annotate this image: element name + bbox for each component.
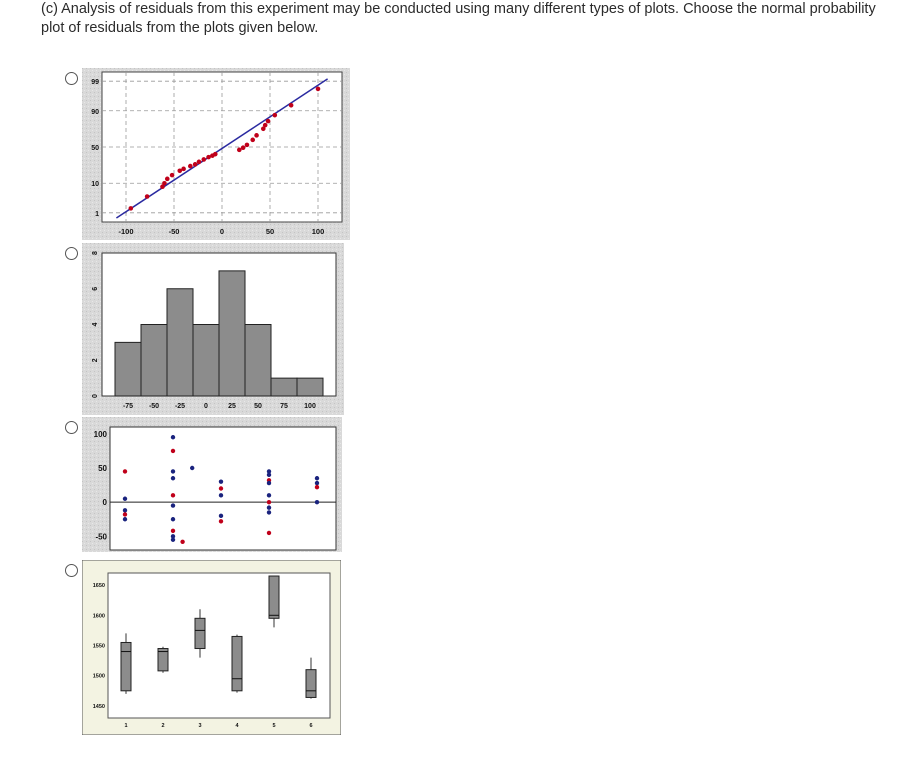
data-point bbox=[165, 177, 170, 182]
y-tick-label: 4 bbox=[92, 322, 99, 327]
data-point bbox=[171, 517, 175, 521]
histogram[interactable] bbox=[82, 243, 344, 415]
histogram-bar bbox=[167, 289, 193, 396]
data-point bbox=[171, 449, 175, 453]
data-point bbox=[129, 206, 134, 211]
histogram-bar bbox=[245, 325, 271, 397]
data-point bbox=[219, 519, 223, 523]
x-tick-label: 4 bbox=[235, 723, 239, 729]
box-plot-svg bbox=[82, 560, 341, 735]
data-point bbox=[213, 152, 218, 157]
data-point bbox=[162, 181, 167, 186]
normal-probability-plot-svg bbox=[82, 68, 350, 240]
data-point bbox=[171, 503, 175, 507]
data-point bbox=[171, 469, 175, 473]
data-point bbox=[254, 133, 259, 138]
data-point bbox=[171, 529, 175, 533]
y-tick-label: 1550 bbox=[92, 643, 105, 650]
data-point bbox=[267, 531, 271, 535]
data-point bbox=[289, 103, 294, 108]
box-body bbox=[195, 618, 205, 648]
data-point bbox=[245, 143, 250, 148]
residuals-vs-group-plot[interactable] bbox=[82, 417, 342, 552]
y-tick-label: 50 bbox=[91, 145, 99, 152]
x-tick-label: 0 bbox=[219, 227, 225, 236]
y-tick-label: 1450 bbox=[92, 703, 105, 710]
radio-option-histogram[interactable] bbox=[65, 247, 78, 260]
x-tick-label: 100 bbox=[311, 227, 325, 236]
data-point bbox=[315, 476, 319, 480]
data-point bbox=[267, 473, 271, 477]
y-tick-label: 1 bbox=[95, 210, 99, 218]
data-point bbox=[316, 87, 321, 92]
data-point bbox=[241, 145, 246, 150]
data-point bbox=[171, 538, 175, 542]
radio-option-box-plot[interactable] bbox=[65, 564, 78, 577]
y-tick-label: 0 bbox=[92, 394, 99, 398]
data-point bbox=[267, 481, 271, 485]
y-tick-label: -50 bbox=[95, 532, 107, 542]
data-point bbox=[171, 476, 175, 480]
box-body bbox=[121, 642, 131, 690]
x-tick-label: -50 bbox=[168, 227, 180, 236]
data-point bbox=[201, 157, 206, 162]
y-tick-label: 8 bbox=[92, 251, 99, 255]
box-body bbox=[306, 670, 316, 698]
box-body bbox=[269, 576, 279, 618]
y-tick-label: 2 bbox=[92, 358, 99, 363]
data-point bbox=[181, 167, 186, 172]
x-tick-label: 75 bbox=[280, 403, 288, 410]
data-point bbox=[219, 486, 223, 490]
histogram-bar bbox=[271, 378, 297, 396]
data-point bbox=[188, 164, 193, 169]
data-point bbox=[123, 517, 127, 521]
box-plot[interactable] bbox=[82, 560, 341, 735]
histogram-bar bbox=[297, 378, 323, 396]
question-line-1: (c) Analysis of residuals from this experiment may be conducted using many different types of plots. Choose the normal probability bbox=[41, 1, 876, 17]
y-tick-label: 99 bbox=[91, 79, 99, 87]
x-tick-label: -75 bbox=[122, 403, 134, 410]
data-point bbox=[171, 493, 175, 497]
data-point bbox=[123, 469, 127, 473]
y-tick-label: 0 bbox=[102, 498, 107, 508]
x-tick-label: 25 bbox=[228, 403, 236, 410]
histogram-bar bbox=[141, 325, 167, 397]
box-body bbox=[232, 636, 242, 690]
data-point bbox=[193, 162, 198, 167]
data-point bbox=[267, 510, 271, 514]
data-point bbox=[197, 160, 202, 165]
data-point bbox=[171, 435, 175, 439]
x-tick-label: 2 bbox=[161, 723, 165, 729]
x-tick-label: 0 bbox=[204, 403, 208, 410]
x-tick-label: 50 bbox=[254, 403, 262, 410]
data-point bbox=[190, 466, 194, 470]
data-point bbox=[273, 113, 278, 118]
data-point bbox=[315, 485, 319, 489]
radio-option-residuals-vs-group[interactable] bbox=[65, 421, 78, 434]
histogram-svg bbox=[82, 243, 344, 415]
y-tick-label: 100 bbox=[93, 429, 107, 439]
data-point bbox=[267, 500, 271, 504]
histogram-bar bbox=[219, 271, 245, 396]
data-point bbox=[123, 512, 127, 516]
data-point bbox=[267, 505, 271, 509]
y-tick-label: 90 bbox=[91, 108, 99, 116]
data-point bbox=[266, 119, 271, 124]
data-point bbox=[180, 540, 184, 544]
data-point bbox=[219, 514, 223, 518]
x-tick-label: 100 bbox=[304, 403, 316, 410]
y-tick-label: 50 bbox=[98, 464, 107, 473]
x-tick-label: 5 bbox=[272, 723, 276, 729]
x-tick-label: 1 bbox=[124, 723, 128, 729]
y-tick-label: 1600 bbox=[92, 613, 105, 620]
plot-area bbox=[108, 573, 330, 718]
data-point bbox=[250, 138, 255, 143]
residuals-vs-group-svg bbox=[82, 417, 342, 552]
data-point bbox=[263, 123, 268, 128]
data-point bbox=[267, 493, 271, 497]
x-tick-label: -100 bbox=[118, 227, 134, 236]
y-tick-label: 10 bbox=[91, 181, 99, 189]
data-point bbox=[145, 194, 150, 199]
y-tick-label: 1650 bbox=[92, 583, 105, 590]
histogram-bar bbox=[115, 342, 141, 396]
data-point bbox=[123, 497, 127, 501]
normal-probability-plot[interactable] bbox=[82, 68, 350, 240]
data-point bbox=[123, 508, 127, 512]
data-point bbox=[219, 493, 223, 497]
x-tick-label: 6 bbox=[309, 723, 313, 729]
x-tick-label: 50 bbox=[265, 227, 275, 236]
question-text bbox=[41, 0, 901, 38]
y-tick-label: 1500 bbox=[92, 673, 105, 680]
x-tick-label: 3 bbox=[198, 723, 202, 729]
data-point bbox=[315, 500, 319, 504]
radio-option-normal-probability-plot[interactable] bbox=[65, 72, 78, 85]
question-line-2: plot of residuals from the plots given below. bbox=[41, 20, 319, 36]
x-tick-label: -50 bbox=[148, 403, 160, 410]
y-tick-label: 6 bbox=[92, 286, 99, 291]
data-point bbox=[219, 479, 223, 483]
data-point bbox=[315, 481, 319, 485]
x-tick-label: -25 bbox=[174, 403, 186, 410]
histogram-bar bbox=[193, 325, 219, 397]
data-point bbox=[170, 173, 175, 178]
